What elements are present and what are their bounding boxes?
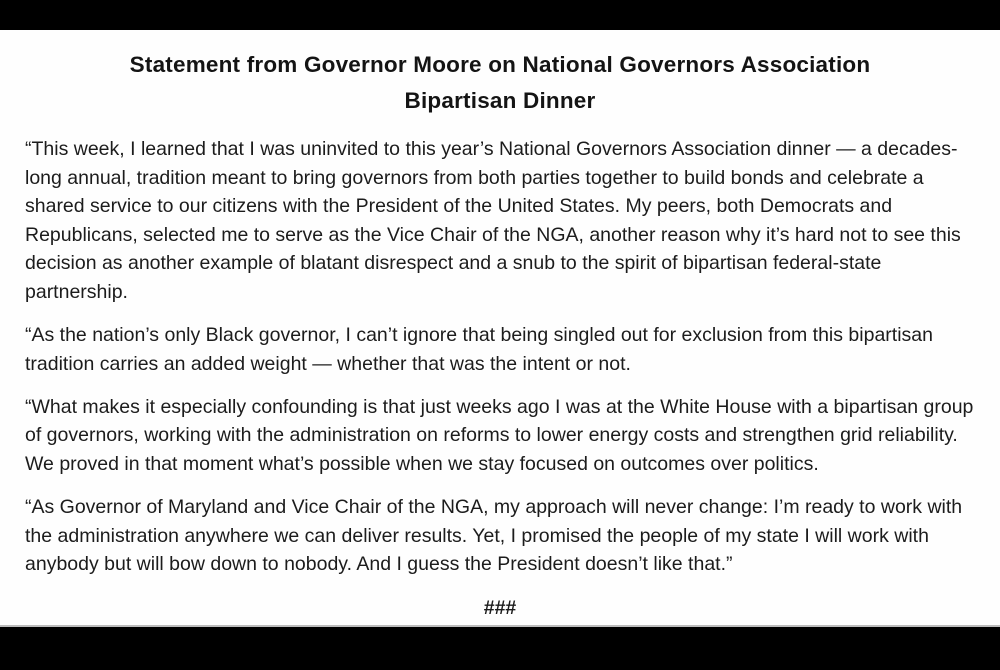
- statement-paragraph-3: “What makes it especially confounding is that just weeks ago I was at the White House with a bipartisan group of governors, working with the administration on reforms to lower energy costs and strengthen grid reliability. We proved in that moment what’s possible when we stay focused on outcomes over politics.: [25, 395, 974, 475]
- end-mark: ###: [483, 596, 517, 619]
- statement-paragraph-1: “This week, I learned that I was uninvited to this year’s National Governors Association dinner — a decades-long annual, tradition meant to bring governors from both parties together to build bonds and celebrate a shared service to our citizens with the President of the United States. My peers, both Democrats and Republicans, selected me to serve as the Vice Chair of the NGA, another reason why it’s hard not to see this decision as another example of blatant disrespect and a snub to the spirit of bipartisan federal-state partnership.: [25, 138, 961, 303]
- statement-sheet: [0, 30, 1000, 627]
- statement-title-line-2: Bipartisan Dinner: [404, 87, 596, 113]
- statement-paragraph-4: “As Governor of Maryland and Vice Chair of the NGA, my approach will never change: I’m ready to work with the administration anywhere we can deliver results. Yet, I promised the people of my state I will work with anybody but will bow down to nobody. And I guess the President doesn’t like that.”: [25, 496, 963, 576]
- statement-title-line-1: Statement from Governor Moore on National Governors Association: [129, 52, 871, 77]
- statement-paragraph-2: “As the nation’s only Black governor, I can’t ignore that being singled out for exclusion from this bipartisan tradition carries an added weight — whether that was the intent or not.: [25, 324, 933, 375]
- letterbox-bar-bottom: [0, 627, 1000, 670]
- letterbox-bar-top: [0, 0, 1000, 30]
- statement-title: [25, 47, 975, 118]
